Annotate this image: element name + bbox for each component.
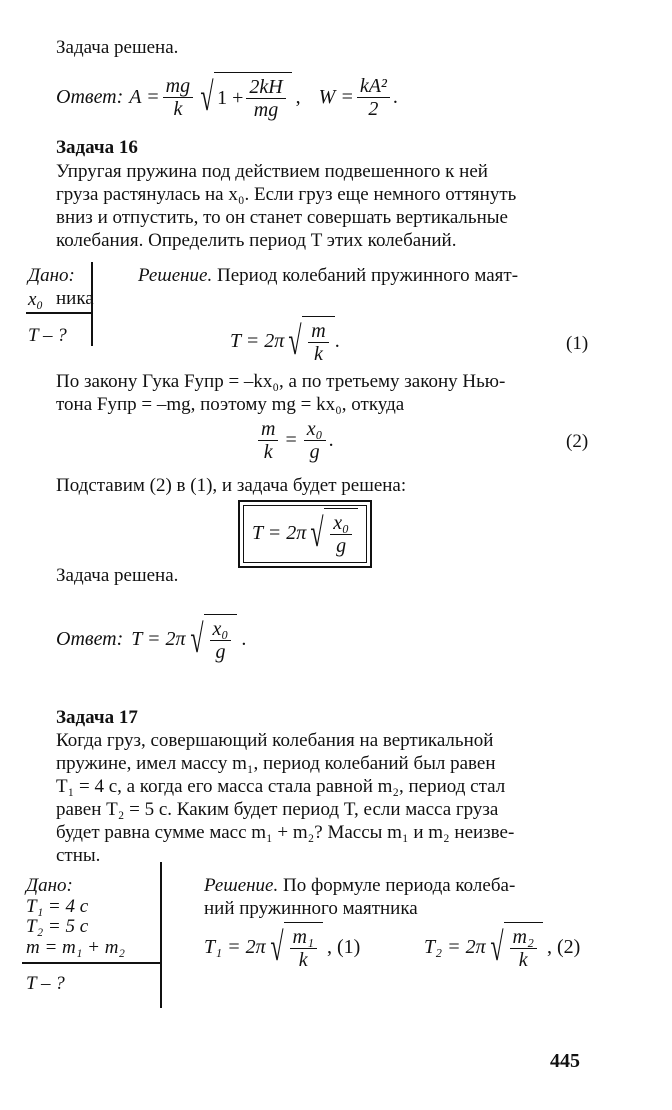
task16-substitute-text: Подставим (2) в (1), и задача будет решена: (56, 475, 407, 496)
task16-hooke-line1: По закону Гука Fупр = –kx₀, а по третьему закону Нью- (56, 371, 506, 392)
task17-eq2: T₂ = 2π √ $\frac{\text{m₂}}{k}$ , (2) (424, 924, 581, 971)
task17-find: T – ? (26, 973, 65, 994)
task16-eq1-number: (1) (566, 333, 589, 354)
task17-title: Задача 17 (56, 707, 138, 728)
task16-hooke-line2: тона Fупр = –mg, поэтому mg = kx₀, откуда (56, 394, 405, 415)
task17-given-vline (160, 862, 162, 1008)
task16-text-line: Упругая пружина под действием подвешенного к ней (56, 161, 488, 182)
task16-solution-line2: ника (56, 288, 94, 309)
task16-eq2: $\frac{m}{k}$ = $\frac{\text{x₀}}{g}$ . (255, 418, 334, 463)
task17-text-line: равен T₂ = 5 с. Каким будет период T, если масса груза (56, 799, 499, 820)
task17-text-line: будет равна сумме масс m₁ + m₂? Массы m₁ и m₂ неизве- (56, 822, 515, 843)
task16-find: T – ? (28, 325, 67, 346)
task16-text-line: груза растянулась на x₀. Если груз еще немного оттянуть (56, 184, 517, 205)
task17-eq1: T₁ = 2π √ $\frac{\text{m₁}}{k}$ , (1) (204, 924, 361, 971)
task17-given-label: Дано: (26, 875, 73, 896)
task16-given-divider (26, 312, 92, 314)
task16-given-label: Дано: (28, 265, 75, 286)
task17-solution-line1: Решение. По формуле периода колеба- (204, 875, 516, 896)
task16-boxed-result: T = 2π √ $\frac{\text{x₀}}{g}$ (238, 500, 372, 568)
task17-text-line: пружине, имел массу m₁, период колебаний был равен (56, 753, 496, 774)
task16-answer: Ответ: T = 2π √ $\frac{\text{x₀}}{g}$ . (56, 616, 247, 663)
task17-given-item: T₂ = 5 с (26, 916, 89, 937)
task17-text-line: T₁ = 4 с, а когда его масса стала равной m₂, период стал (56, 776, 506, 797)
answer-formula-A-W: Ответ: A = $\frac{mg}{k}$ √ 1 + $\frac{2kH}{mg}$ , W = $\frac{\text{kA²}}{2}$ . (56, 74, 398, 121)
task17-text-line: стны. (56, 845, 101, 866)
task16-given-item: x₀ (28, 289, 44, 310)
task17-given-item: T₁ = 4 с (26, 896, 89, 917)
page-number: 445 (550, 1050, 580, 1072)
task17-text-line: Когда груз, совершающий колебания на вертикальной (56, 730, 494, 751)
task16-text-line: вниз и отпустить, то он станет совершать вертикальные (56, 207, 508, 228)
sqrt-expression: √ 1 + $\frac{2kH}{mg}$ (196, 72, 292, 122)
answer-W-lhs: W = (318, 85, 354, 108)
task16-text-line: колебания. Определить период T этих колебаний. (56, 230, 457, 251)
task16-eq1: T = 2π √ $\frac{m}{k}$ . (230, 318, 340, 365)
task16-solution-line1: Решение. Период колебаний пружинного маят- (138, 265, 519, 286)
fraction-mg-over-k: $\frac{mg}{k}$ (163, 75, 193, 120)
answer-label: Ответ: (56, 85, 124, 108)
task17-solution-line2: ний пружинного маятника (204, 898, 418, 919)
solved-text-task16: Задача решена. (56, 565, 179, 586)
answer-A-lhs: A = (129, 85, 160, 108)
task17-given-item: m = m₁ + m₂ (26, 937, 126, 958)
task17-given-divider (22, 962, 160, 964)
fraction-kA2-over-2: $\frac{\text{kA²}}{2}$ (357, 75, 390, 120)
task16-eq2-number: (2) (566, 431, 589, 452)
task16-title: Задача 16 (56, 137, 138, 158)
solved-text-top: Задача решена. (56, 37, 179, 58)
